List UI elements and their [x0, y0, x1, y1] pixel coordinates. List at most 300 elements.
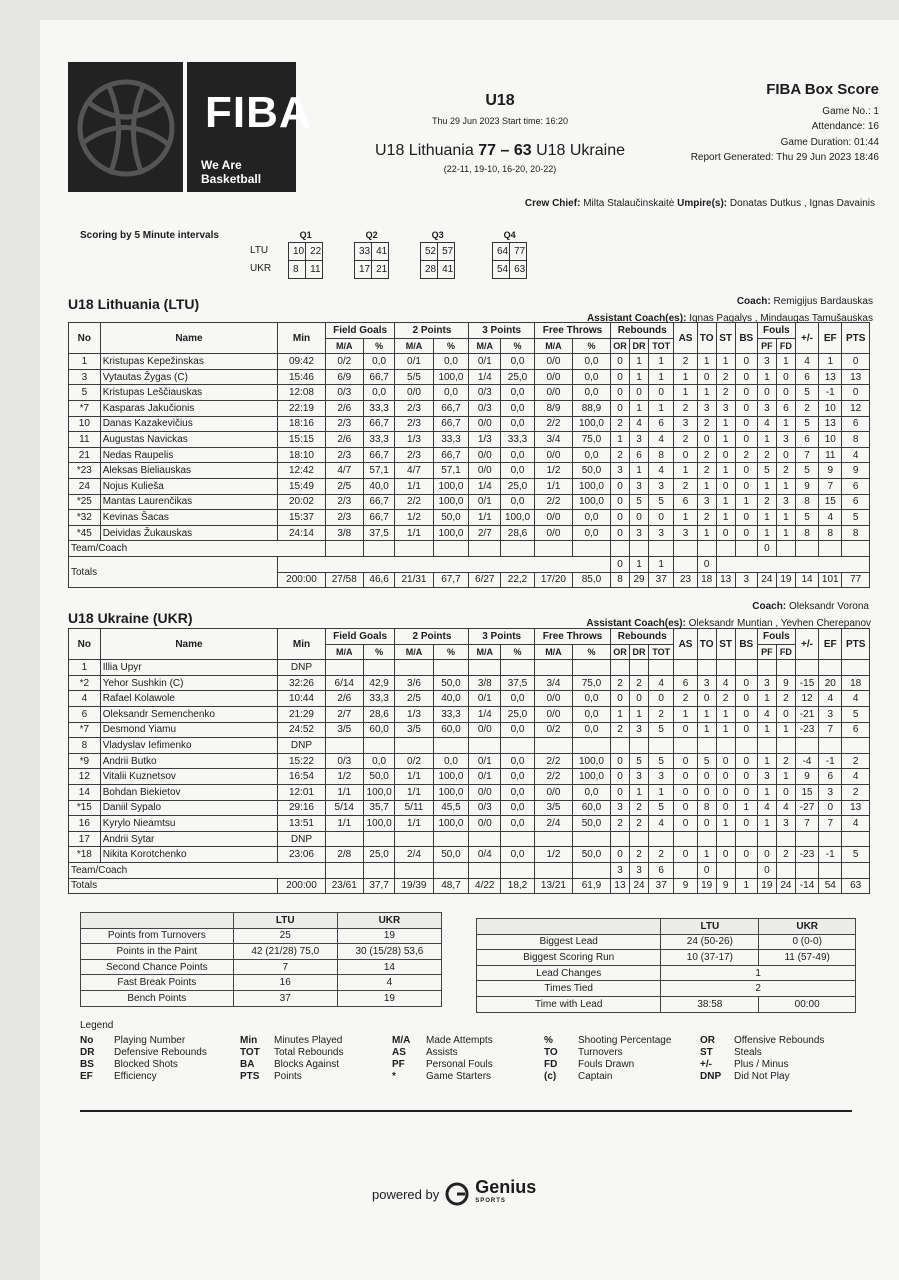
- stat-cell: -27: [795, 800, 818, 816]
- stat-cell: [501, 831, 535, 847]
- stat-cell: 0,0: [501, 354, 535, 370]
- stat-cell: 12: [795, 691, 818, 707]
- stat-cell: 3: [610, 800, 629, 816]
- player-row: [69, 416, 870, 432]
- player-number: 24: [69, 478, 101, 494]
- stat-cell: [757, 738, 776, 754]
- stat-cell: 66,7: [433, 400, 469, 416]
- quarter-label: Q1: [299, 230, 312, 240]
- stat-cell: 75,0: [572, 675, 610, 691]
- stat-cell: 1: [649, 354, 674, 370]
- stat-cell: 0: [610, 510, 629, 526]
- stat-cell: 3: [697, 675, 716, 691]
- stat-cell: 0,0: [363, 753, 395, 769]
- stat-cell: [795, 541, 818, 557]
- legend-entry: [700, 1071, 850, 1083]
- legend-desc: Offensive Rebounds: [734, 1035, 825, 1046]
- col-fouls: Fouls: [757, 629, 795, 645]
- stat-cell: 1/3: [469, 432, 501, 448]
- stat-cell: [501, 862, 535, 878]
- extra-or: 0: [610, 556, 629, 572]
- stat-cell: 12: [842, 400, 870, 416]
- stat-cell: 50,0: [363, 769, 395, 785]
- stat-cell: [776, 831, 795, 847]
- stat-cell: 18: [842, 675, 870, 691]
- stat-cell: 0/0: [534, 385, 572, 401]
- quarter-score: 17: [355, 261, 372, 279]
- stat-cell: [325, 831, 363, 847]
- legend-abbr: DR: [80, 1047, 95, 1058]
- stat-cell: 1: [757, 525, 776, 541]
- stat-cell: 0,0: [433, 385, 469, 401]
- col-sub-pct: %: [501, 644, 535, 660]
- stat-cell: [776, 862, 795, 878]
- header-row: [69, 323, 870, 339]
- stat-cell: 66,7: [363, 447, 395, 463]
- stat-cell: 0/2: [534, 722, 572, 738]
- powered-by-label: powered by: [372, 1186, 440, 1202]
- stat-cell: 1: [776, 478, 795, 494]
- stat-cell: 100,0: [433, 369, 469, 385]
- stat-cell: 57,1: [433, 463, 469, 479]
- stat-cell: 0: [776, 706, 795, 722]
- stat-cell: 1: [757, 691, 776, 707]
- stat-cell: 0,0: [501, 691, 535, 707]
- quarter-score: 41: [372, 243, 389, 261]
- stat-cell: 1: [697, 722, 716, 738]
- player-name: Bohdan Biekietov: [100, 784, 278, 800]
- stat-cell: 0,0: [501, 769, 535, 785]
- player-row: [69, 385, 870, 401]
- col-sub-tot: TOT: [649, 338, 674, 354]
- player-row: [69, 769, 870, 785]
- col-plus-minus: +/-: [795, 629, 818, 660]
- stat-cell: 0: [674, 816, 697, 832]
- team-coach-label: Team/Coach: [69, 541, 326, 557]
- stat-cell: 2: [630, 800, 649, 816]
- player-number: 21: [69, 447, 101, 463]
- stat-cell: 0: [735, 510, 757, 526]
- total-cell: 14: [795, 572, 818, 588]
- stat-cell: [716, 862, 735, 878]
- col-sub-dr: DR: [630, 644, 649, 660]
- stat-cell: [469, 831, 501, 847]
- stat-cell: 0: [735, 784, 757, 800]
- stat-cell: [469, 862, 501, 878]
- team-stat-label: Points from Turnovers: [81, 928, 234, 944]
- stat-cell: 9: [842, 463, 870, 479]
- stat-cell: 1: [716, 463, 735, 479]
- stat-cell: 0: [716, 847, 735, 863]
- stat-cell: 15: [795, 784, 818, 800]
- stat-cell: [572, 541, 610, 557]
- player-minutes: 32:26: [278, 675, 326, 691]
- stat-cell: 0: [649, 691, 674, 707]
- stat-cell: 6: [674, 494, 697, 510]
- quarter-score: 54: [493, 261, 510, 279]
- stat-cell: [674, 556, 697, 572]
- legend-column: [392, 1035, 544, 1083]
- player-number: 4: [69, 691, 101, 707]
- stat-cell: [649, 660, 674, 676]
- stat-cell: 33,3: [363, 400, 395, 416]
- stat-cell: 4: [819, 510, 842, 526]
- player-minutes: DNP: [278, 738, 326, 754]
- stat-cell: 8/9: [534, 400, 572, 416]
- stat-cell: 1: [716, 722, 735, 738]
- player-number: 17: [69, 831, 101, 847]
- stat-cell: 7: [795, 816, 818, 832]
- stat-cell: 3: [649, 525, 674, 541]
- stat-cell: 1/1: [534, 478, 572, 494]
- legend-entry: [544, 1071, 700, 1083]
- col-sub-pct: %: [501, 338, 535, 354]
- stat-cell: 0: [735, 525, 757, 541]
- quarter-box: [288, 230, 323, 279]
- player-minutes: 12:42: [278, 463, 326, 479]
- stat-cell: [735, 541, 757, 557]
- quarter-score: 28: [421, 261, 438, 279]
- stat-cell: 1: [757, 369, 776, 385]
- stat-cell: [776, 738, 795, 754]
- stat-cell: 2: [757, 494, 776, 510]
- stat-cell: 6: [630, 447, 649, 463]
- quarter-row: [493, 261, 527, 279]
- extra-dr: 1: [630, 556, 649, 572]
- total-cell: 48,7: [433, 878, 469, 894]
- legend-desc: Steals: [734, 1047, 762, 1058]
- stat-cell: [534, 660, 572, 676]
- stat-cell: 0,0: [501, 816, 535, 832]
- stat-cell: 2/8: [325, 847, 363, 863]
- stat-cell: 0: [735, 675, 757, 691]
- stat-cell: 2: [674, 400, 697, 416]
- player-number: *23: [69, 463, 101, 479]
- stat-cell: 0/0: [534, 447, 572, 463]
- stat-cell: 0: [697, 769, 716, 785]
- stat-cell: 25,0: [501, 706, 535, 722]
- team2-asst-names: Oleksandr Muntian , Yevhen Cherepanov: [688, 618, 871, 629]
- legend-entry: [80, 1047, 240, 1059]
- stat-cell: 0: [716, 800, 735, 816]
- stat-cell: 0: [735, 463, 757, 479]
- stat-cell: 0: [757, 385, 776, 401]
- stat-cell: 0,0: [501, 385, 535, 401]
- report-title: FIBA Box Score: [766, 81, 879, 98]
- total-cell: 24: [630, 878, 649, 894]
- stat-cell: [716, 831, 735, 847]
- stat-cell: 5: [795, 463, 818, 479]
- stat-cell: 4/7: [325, 463, 363, 479]
- team2-coach-name: Oleksandr Vorona: [788, 601, 869, 612]
- legend-desc: Made Attempts: [426, 1035, 493, 1046]
- stat-cell: 0,0: [572, 369, 610, 385]
- legend-desc: Fouls Drawn: [578, 1059, 635, 1070]
- team2-box-score-table: [68, 628, 870, 894]
- stat-cell: 5: [757, 463, 776, 479]
- lead-stat-value: 2: [661, 981, 856, 997]
- lead-stat-value: 11 (57-49): [759, 950, 856, 966]
- total-cell: 19: [757, 878, 776, 894]
- stat-cell: [716, 660, 735, 676]
- stat-cell: 7: [819, 478, 842, 494]
- stat-cell: 0/0: [534, 354, 572, 370]
- stat-cell: 5/11: [395, 800, 433, 816]
- col-sub-pct: %: [433, 338, 469, 354]
- stat-cell: [842, 660, 870, 676]
- stat-cell: 1: [757, 784, 776, 800]
- stat-cell: [716, 541, 735, 557]
- stat-cell: 3: [697, 494, 716, 510]
- quarter-row: [493, 243, 527, 261]
- legend-abbr: %: [544, 1035, 553, 1046]
- stat-cell: 0: [630, 510, 649, 526]
- stat-cell: 2: [776, 691, 795, 707]
- stat-cell: 1/2: [325, 769, 363, 785]
- stat-cell: 13: [819, 416, 842, 432]
- quarter-label: Q3: [431, 230, 444, 240]
- game-number: Game No.: 1: [822, 105, 879, 117]
- stat-cell: 2: [630, 675, 649, 691]
- team1-coach-label: Coach:: [736, 296, 771, 307]
- total-cell: 18,2: [501, 878, 535, 894]
- stat-cell: [363, 831, 395, 847]
- stat-cell: 6: [842, 722, 870, 738]
- stat-cell: 13: [842, 800, 870, 816]
- stat-cell: 7: [795, 447, 818, 463]
- team-or: [610, 541, 629, 557]
- stat-cell: [325, 862, 363, 878]
- player-row: [69, 525, 870, 541]
- stat-cell: 2/7: [469, 525, 501, 541]
- legend-desc: Did Not Play: [734, 1071, 790, 1082]
- stat-cell: 0,0: [433, 753, 469, 769]
- legend-desc: Game Starters: [426, 1071, 492, 1082]
- intervals-team2: UKR: [250, 263, 272, 274]
- team-tot: 6: [649, 862, 674, 878]
- powered-by: [372, 1177, 537, 1208]
- intervals-label: Scoring by 5 Minute intervals: [80, 230, 219, 241]
- col-min: Min: [278, 629, 326, 660]
- team1-box-score-table: [68, 322, 870, 588]
- stat-cell: [469, 738, 501, 754]
- legend-entry: [392, 1047, 544, 1059]
- intervals-team1: LTU: [250, 245, 269, 256]
- player-row: [69, 847, 870, 863]
- stat-cell: 2: [610, 816, 629, 832]
- stat-cell: [649, 831, 674, 847]
- stat-cell: 0/0: [469, 816, 501, 832]
- player-row: [69, 784, 870, 800]
- stat-cell: 0: [697, 369, 716, 385]
- stat-cell: 4: [842, 691, 870, 707]
- player-minutes: 13:51: [278, 816, 326, 832]
- total-cell: 63: [842, 878, 870, 894]
- player-name: Oleksandr Semenchenko: [100, 706, 278, 722]
- stat-cell: 100,0: [501, 510, 535, 526]
- stat-cell: [674, 660, 697, 676]
- player-number: 14: [69, 784, 101, 800]
- legend-entry: [544, 1047, 700, 1059]
- stat-cell: 0,0: [501, 416, 535, 432]
- col-sub-pct: %: [572, 338, 610, 354]
- col-fouls: Fouls: [757, 323, 795, 339]
- stat-cell: 1/2: [395, 510, 433, 526]
- stat-cell: 1: [674, 369, 697, 385]
- stat-cell: 2/2: [534, 753, 572, 769]
- stat-cell: 2/6: [325, 432, 363, 448]
- col-field-goals: Field Goals: [325, 323, 395, 339]
- team-stat-value: 14: [337, 959, 441, 975]
- stat-cell: [534, 738, 572, 754]
- player-name: Danas Kazakevičius: [100, 416, 278, 432]
- player-number: 6: [69, 706, 101, 722]
- stat-cell: 0: [735, 369, 757, 385]
- legend-abbr: TOT: [240, 1047, 260, 1058]
- umpires: Donatas Dutkus , Ignas Davainis: [729, 198, 875, 209]
- stat-cell: 1: [757, 510, 776, 526]
- team-stat-value: 19: [337, 928, 441, 944]
- stat-cell: 33,3: [501, 432, 535, 448]
- team-coach-label: Team/Coach: [69, 862, 326, 878]
- quarter-score: 11: [306, 261, 323, 279]
- col-sub-ma: M/A: [534, 338, 572, 354]
- stat-cell: 6: [842, 416, 870, 432]
- stat-cell: 3: [674, 525, 697, 541]
- stat-cell: 6: [795, 369, 818, 385]
- team2-coach-label: Coach:: [752, 601, 787, 612]
- player-row: [69, 510, 870, 526]
- total-cell: 37: [649, 878, 674, 894]
- col-sub-tot: TOT: [649, 644, 674, 660]
- player-minutes: 21:29: [278, 706, 326, 722]
- stat-cell: 1: [757, 432, 776, 448]
- stat-cell: 10: [819, 432, 842, 448]
- legend-abbr: PF: [392, 1059, 405, 1070]
- stat-cell: 100,0: [433, 525, 469, 541]
- legend-entry: [392, 1035, 544, 1047]
- stat-cell: [630, 660, 649, 676]
- stat-cell: [674, 831, 697, 847]
- stat-cell: 57,1: [363, 463, 395, 479]
- total-cell: 13: [716, 572, 735, 588]
- stat-cell: 2: [630, 816, 649, 832]
- stat-cell: [776, 660, 795, 676]
- stat-cell: 1/1: [469, 510, 501, 526]
- col-no: No: [69, 323, 101, 354]
- team-stats-row: [81, 990, 442, 1006]
- stat-cell: 0: [697, 784, 716, 800]
- stat-cell: 4: [649, 463, 674, 479]
- stat-cell: 2: [842, 784, 870, 800]
- col-no: No: [69, 629, 101, 660]
- stat-cell: [819, 831, 842, 847]
- stat-cell: 2/5: [395, 691, 433, 707]
- stat-cell: 0: [735, 400, 757, 416]
- stat-cell: 4: [716, 675, 735, 691]
- stat-cell: [572, 738, 610, 754]
- stat-cell: 50,0: [572, 847, 610, 863]
- stat-cell: [674, 738, 697, 754]
- stat-cell: 1/1: [395, 784, 433, 800]
- stat-cell: 3: [649, 769, 674, 785]
- stat-cell: 33,3: [363, 432, 395, 448]
- stat-cell: 1: [674, 463, 697, 479]
- player-row: [69, 447, 870, 463]
- stat-cell: 0/0: [469, 416, 501, 432]
- stat-cell: 3: [649, 478, 674, 494]
- stat-cell: 3/5: [395, 722, 433, 738]
- stat-cell: 1/4: [469, 369, 501, 385]
- stat-cell: [534, 862, 572, 878]
- legend-abbr: BA: [240, 1059, 255, 1070]
- stat-cell: 0,0: [363, 385, 395, 401]
- basketball-logo-icon: [68, 62, 183, 192]
- stat-cell: [395, 660, 433, 676]
- legend-abbr: TO: [544, 1047, 558, 1058]
- player-name: Vladyslav Iefimenko: [100, 738, 278, 754]
- stat-cell: 2/3: [395, 400, 433, 416]
- stat-cell: 40,0: [433, 691, 469, 707]
- legend-abbr: FD: [544, 1059, 558, 1070]
- stat-cell: 0/1: [469, 354, 501, 370]
- stat-cell: 4: [649, 675, 674, 691]
- total-cell: 27/58: [325, 572, 363, 588]
- team-as: [674, 541, 697, 557]
- stat-cell: 66,7: [363, 494, 395, 510]
- stat-cell: 0/1: [469, 691, 501, 707]
- fiba-wordmark: FIBA: [205, 88, 312, 137]
- umpires-label: Umpire(s):: [677, 198, 728, 209]
- legend-abbr: M/A: [392, 1035, 411, 1046]
- fiba-logo: [68, 62, 312, 192]
- stat-cell: 1: [776, 354, 795, 370]
- lead-stat-label: Biggest Scoring Run: [477, 950, 661, 966]
- stat-cell: 5: [842, 847, 870, 863]
- stat-cell: [735, 831, 757, 847]
- legend-divider: [80, 1110, 852, 1112]
- team-pf: 0: [757, 862, 776, 878]
- col-sub-ma: M/A: [395, 338, 433, 354]
- player-number: *18: [69, 847, 101, 863]
- stat-cell: 3: [819, 784, 842, 800]
- stat-cell: 0/3: [469, 800, 501, 816]
- quarter-row: [421, 243, 455, 261]
- stat-cell: 8: [795, 525, 818, 541]
- total-cell: 85,0: [572, 572, 610, 588]
- player-row: [69, 478, 870, 494]
- stat-cell: 25,0: [501, 478, 535, 494]
- total-cell: 19: [776, 572, 795, 588]
- stat-cell: 0/0: [469, 463, 501, 479]
- player-minutes: 23:06: [278, 847, 326, 863]
- stat-cell: 3/8: [325, 525, 363, 541]
- total-cell: 77: [842, 572, 870, 588]
- stat-cell: 3: [630, 769, 649, 785]
- stat-cell: 2/3: [325, 494, 363, 510]
- fiba-tagline: We Are Basketball: [201, 158, 262, 186]
- stat-cell: 100,0: [433, 769, 469, 785]
- legend-column: [700, 1035, 850, 1083]
- stat-cell: 3/5: [534, 800, 572, 816]
- home-team-name: U18 Lithuania: [375, 142, 474, 159]
- player-row: [69, 369, 870, 385]
- player-name: Kasparas Jakučionis: [100, 400, 278, 416]
- stat-cell: 1: [819, 354, 842, 370]
- stat-cell: [735, 862, 757, 878]
- stat-cell: 3: [630, 722, 649, 738]
- player-number: 1: [69, 354, 101, 370]
